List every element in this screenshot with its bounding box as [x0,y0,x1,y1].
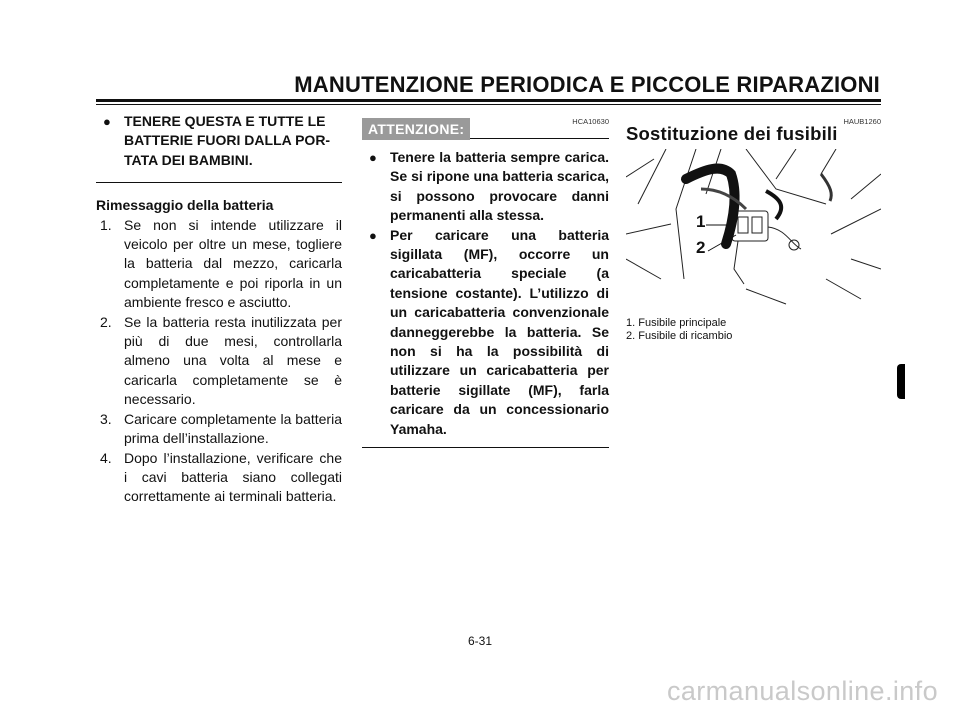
callout-2: 2 [696,238,706,258]
reference-code: HCA10630 [572,117,609,126]
attention-label: ATTENZIONE: [362,118,470,140]
warning-bullet [96,112,342,170]
column-right [626,112,881,342]
column-left [96,112,342,507]
steps-list [96,216,342,507]
attention-end-rule [362,447,609,448]
column-middle [362,112,609,448]
bullet-icon: ● [369,227,377,243]
header-rule-thick [96,99,881,102]
attention-rule [470,138,609,139]
section-title: Sostituzione dei fusibili [626,123,838,144]
warning-line: TENERE QUESTA E TUTTE LE [124,113,326,129]
list-item: 2. Se la batteria resta inutilizzata per più di due mesi, controllarla almeno una volta al mese e caricarla completamente se è necessario. [100,313,342,408]
page-number: 6-31 [467,634,493,648]
caption-line: 2. Fusibile di ricambio [626,329,733,342]
warning-line: TATA DEI BAMBINI. [124,151,253,168]
callout-1: 1 [696,212,706,232]
figure-captions [626,317,881,342]
subheading: Rimessaggio della batteria [96,197,274,214]
attention-bullet: ● Per caricare una batteria sigillata (MF), occorre un caricabatteria speciale (a tensione costante). L’utilizzo di un caricabatteria convenzionale danneggerebbe la batteria. Se non si ha la possibilità di utilizzare un caricabatteria per batterie sigillate (MF), farla caricare da un concessionario Yamaha. [369,226,609,437]
fuse-photo [626,149,881,309]
attention-bullet: ● Tenere la batteria sempre carica. Se si ripone una batteria scarica, si possono provocare danni permanenti alla stessa. [369,149,609,224]
list-item: 3. Caricare completamente la batteria prima dell’installazione. [100,410,342,447]
bullet-icon: ● [369,150,377,165]
chapter-edge-tab [897,364,905,399]
page-header-title: MANUTENZIONE PERIODICA E PICCOLE RIPARAZIONI [294,72,880,97]
list-item: 4. Dopo l’installazione, verificare che i cavi batteria siano collegati correttamente ai terminali batteria. [100,449,342,505]
reference-code: HAUB1260 [843,117,881,126]
attention-header [362,118,609,144]
header-rule-thin [96,104,881,105]
watermark: carmanualsonline.info [666,676,938,706]
caption-line: 1. Fusibile principale [626,317,727,330]
section-divider [96,182,342,183]
list-item: 1. Se non si intende utilizzare il veicolo per oltre un mese, togliere la batteria dal mezzo, caricarla completamente e poi riporla in un ambiente fresco e asciutto. [100,216,342,311]
warning-line: BATTERIE FUORI DALLA POR- [124,132,331,149]
bullet-icon: ● [103,114,111,129]
fuse-illustration [626,149,881,309]
